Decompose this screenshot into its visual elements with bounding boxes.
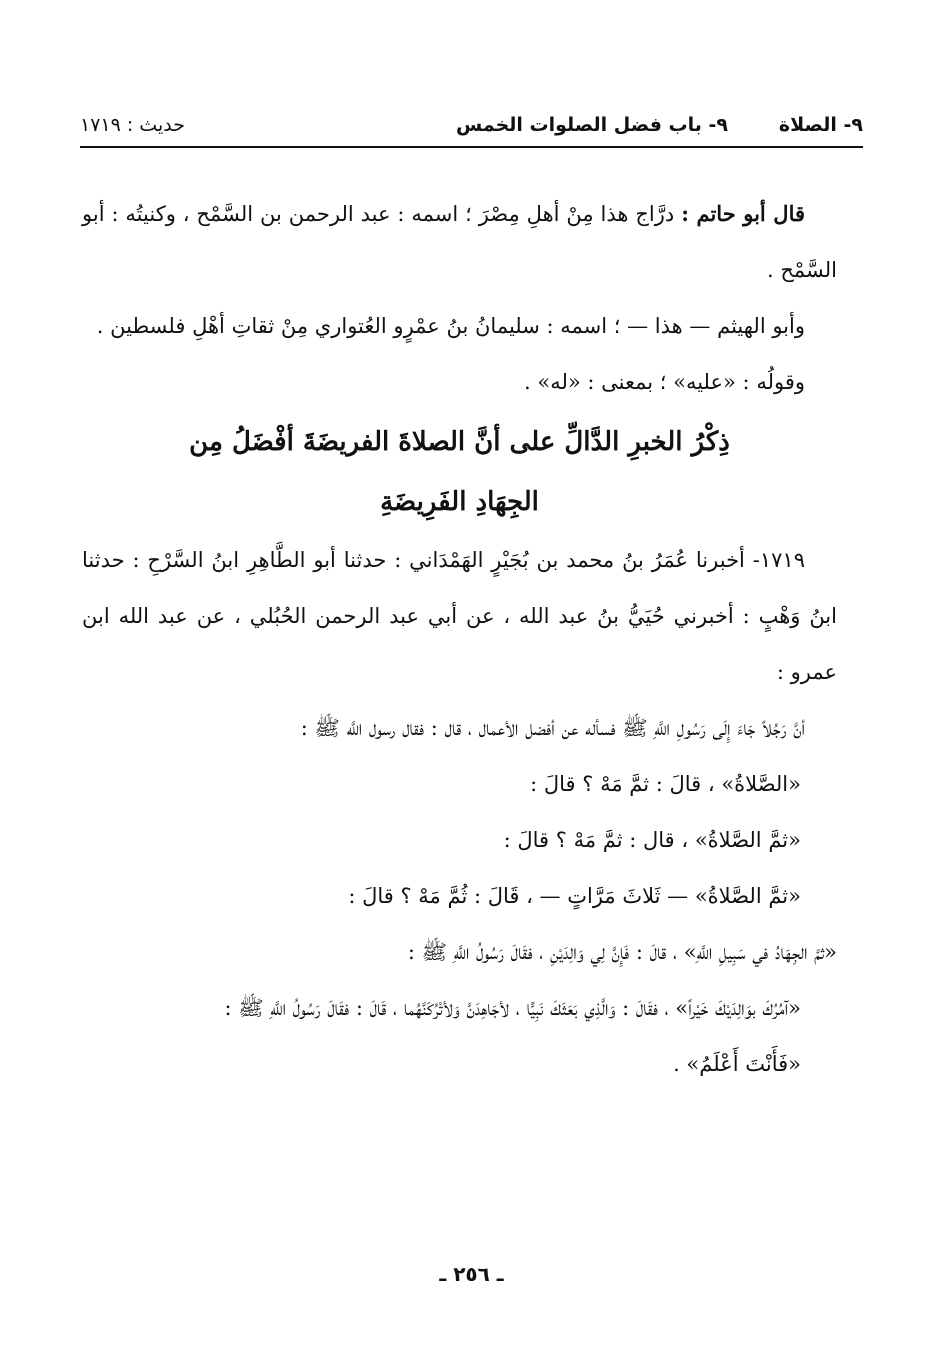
paragraph-lead: قال أبو حاتم : xyxy=(681,201,806,226)
heading-line-2: الجِهَادِ الفَرِيضَةِ xyxy=(380,487,539,517)
heading-line-1: ذِكْرُ الخبرِ الدَّالِّ على أنَّ الصلاةَ الفريضَةَ أفْضَلُ مِن xyxy=(189,427,730,457)
section-title: ٩- باب فضل الصلوات الخمس xyxy=(455,114,728,136)
paragraph-abu-hatim xyxy=(82,186,837,298)
header-rule xyxy=(80,146,863,148)
dialogue-line: «ثمَّ الجِهَادُ في سَبِيلِ اللَّهِ» ، قالَ : فَإِنَّ لِي وَالِدَيْنِ ، فقَالَ رَسُولُ اللَّهِ ﷺ : xyxy=(407,940,837,964)
paragraph-text: درَّاج هذا مِنْ أهلِ مِصْرَ ؛ اسمه : عبد الرحمن بن السَّمْح ، وكنيتُه : أبو السَّمْح . xyxy=(82,202,837,282)
hadith-isnad: ١٧١٩- أخبرنا عُمَرُ بنُ محمد بن بُجَيْرٍ الهَمْدَاني : حدثنا أبو الطَّاهِرِ ابنُ السَّرْحِ : حدثنا ابنُ وَهْبٍ : أخبرني حُيَيُّ بنُ عبد الله ، عن أبي عبد الرحمن الحُبُلي ، عن عبد الله ابن عمرو : xyxy=(82,548,837,684)
dialogue-line: «الصَّلاةُ» ، قالَ : ثمَّ مَهْ ؟ قالَ : xyxy=(530,772,801,796)
page-number: ـ ٢٥٦ ـ xyxy=(439,1262,504,1286)
running-header xyxy=(80,108,863,144)
dialogue-line: «آمُرُكَ بوَالِدَيْكَ خَيْراً» ، فقَالَ : وَالَّذِي بَعَثَكَ نَبِيًّا ، لأجَاهِدَنَّ وَلأتْرُكَنَّهُما ، قَالَ : فقَالَ رَسُولُ اللَّهِ ﷺ : xyxy=(224,996,801,1020)
chapter-heading xyxy=(82,412,837,532)
paragraph-note: وقولُه : «عليه» ؛ بمعنى : «له» . xyxy=(524,370,805,394)
hadith-matn-intro: أنَّ رَجُلاً جَاءَ إِلَى رَسُولِ اللَّهِ ﷺ فسأله عن أفضل الأعمال ، قال : فقال رسول اللَّه ﷺ : xyxy=(300,716,805,740)
dialogue-line: «فَأَنْتَ أَعْلَمُ» . xyxy=(673,1052,801,1076)
paragraph-abu-haytham: وأبو الهيثم — هذا — ؛ اسمه : سليمانُ بنُ عمْرٍو العُتواري مِنْ ثقاتِ أهْلِ فلسطين . xyxy=(96,314,805,338)
dialogue-line: «ثمَّ الصَّلاةُ» ، قال : ثمَّ مَهْ ؟ قالَ : xyxy=(503,828,801,852)
page-body xyxy=(82,186,837,1092)
chapter-title: ٩- الصلاة xyxy=(778,114,863,136)
hadith-reference: حديث : ١٧١٩ xyxy=(80,114,185,136)
dialogue-line: «ثمَّ الصَّلاةُ» — ثَلاثَ مَرَّاتٍ — ، قَالَ : ثُمَّ مَهْ ؟ قالَ : xyxy=(348,884,801,908)
